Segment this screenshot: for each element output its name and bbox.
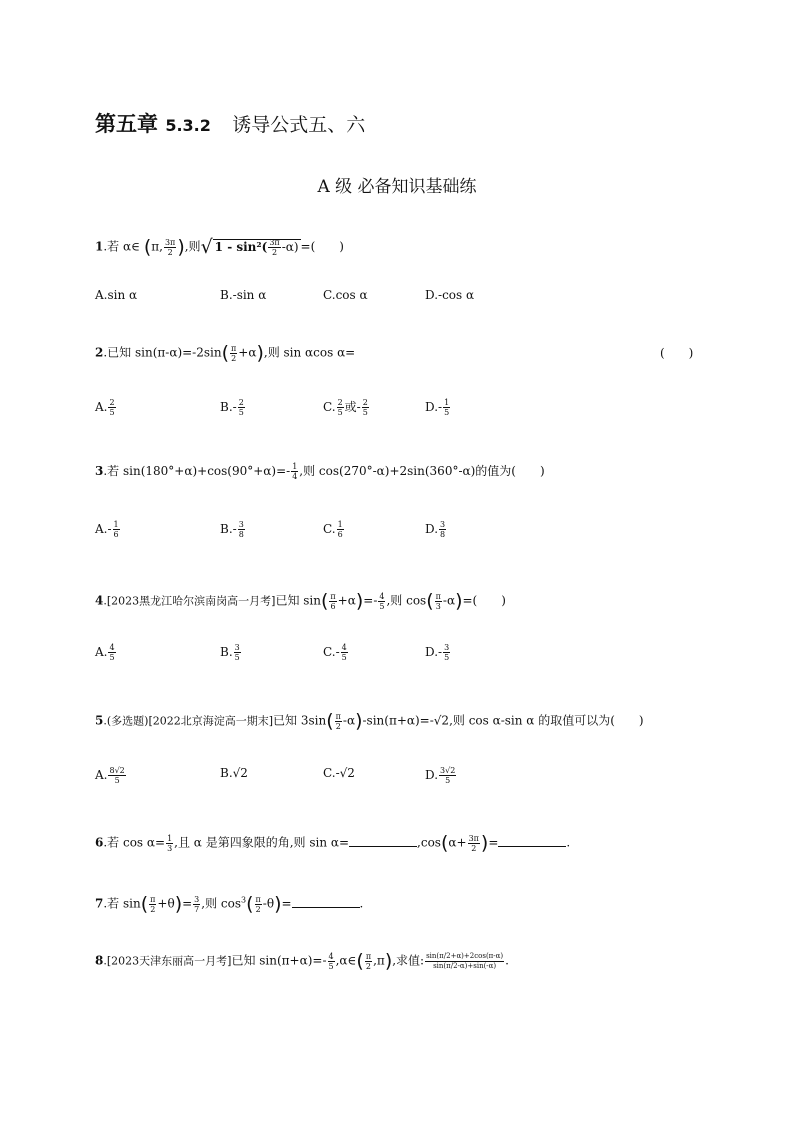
option-d: D.- $\frac{3}{5}$ bbox=[425, 643, 450, 662]
question-6: 6.若 cos α= $\frac{1}{3}$ ,且 α 是第四象限的角,则 sin α= ,cos(α+ $\frac{3\pi}{2}$ )= . bbox=[95, 832, 571, 854]
question-number: 6 bbox=[95, 835, 104, 850]
page-subtitle: A 级 必备知识基础练 bbox=[317, 177, 477, 197]
option-a: A.sin α bbox=[95, 288, 138, 302]
question-source: .[2023天津东丽高一月考] bbox=[103, 954, 232, 968]
option-b: B. $\frac{3}{5}$ bbox=[220, 643, 240, 662]
option-b: B.- $\frac{3}{8}$ bbox=[220, 520, 244, 539]
question-number: 5 bbox=[95, 713, 104, 728]
option-d: D.- $\frac{1}{5}$ bbox=[425, 398, 450, 417]
answer-blank[interactable] bbox=[349, 836, 417, 847]
question-5: 5.(多选题)[2022北京海淀高一期末]已知 3sin( $\frac{\pi}{2}$ -α)-sin(π+α)=-√2,则 cos α-sin α 的取值可以为( ) bbox=[95, 710, 644, 732]
question-stem: ,则 bbox=[184, 239, 201, 254]
option-c: C.-√2 bbox=[323, 766, 355, 780]
question-1: 1.若 α∈ (π, $\frac{3\pi}{2}$ ),则√ 1 - sin²( $\frac{3\pi}{2}$ -α) =( ) bbox=[95, 236, 344, 258]
option-b: B.- $\frac{2}{5}$ bbox=[220, 398, 244, 417]
math-pi: π bbox=[151, 239, 160, 254]
question-number: 7 bbox=[95, 896, 104, 911]
option-c: C.cos α bbox=[323, 288, 368, 302]
option-c: C. $\frac{2}{5}$ 或- $\frac{2}{5}$ bbox=[323, 398, 368, 417]
section-number: 5.3.2 bbox=[165, 116, 211, 135]
question-4: 4.[2023黑龙江哈尔滨南岗高一月考]已知 sin( $\frac{\pi}{6}$ +α)=- $\frac{4}{5}$ ,则 cos( $\frac{\pi}{3}$ -α)=( ) bbox=[95, 590, 506, 612]
fraction: $\frac{3\pi}{2}$ bbox=[164, 237, 176, 257]
option-d: D. $\frac{3}{8}$ bbox=[425, 520, 446, 539]
question-stem: ,则 sin αcos α= bbox=[263, 345, 356, 360]
option-a: A. $\frac{2}{5}$ bbox=[95, 398, 115, 417]
option-a: A. $\frac{8√2}{5}$ bbox=[95, 766, 125, 785]
option-a: A.- $\frac{1}{6}$ bbox=[95, 520, 119, 539]
question-2: 2.已知 sin(π-α)=-2sin( $\frac{\pi}{2}$ +α),则 sin αcos α= bbox=[95, 342, 356, 364]
option-c: C. $\frac{1}{6}$ bbox=[323, 520, 343, 539]
question-number: 3 bbox=[95, 464, 104, 478]
question-number: 8 bbox=[95, 953, 104, 968]
option-d: D. $\frac{3√2}{5}$ bbox=[425, 766, 456, 785]
question-stem: =( ) bbox=[300, 239, 344, 254]
question-source: .(多选题)[2022北京海淀高一期末] bbox=[103, 714, 274, 728]
expression-fraction: $\frac{\sin(\pi/2+\alpha)+2\cos(\pi-\alpha)}{\sin(\pi/2-\alpha)+\sin(-\alpha)}$ bbox=[426, 951, 504, 970]
option-c: C.- $\frac{4}{5}$ bbox=[323, 643, 347, 662]
chapter-label: 第五章 bbox=[95, 112, 158, 136]
page-title bbox=[95, 108, 365, 138]
question-number: 2 bbox=[95, 345, 104, 360]
question-stem: .若 α∈ bbox=[103, 239, 140, 254]
answer-paren: ( ) bbox=[660, 346, 694, 360]
section-title: 诱导公式五、六 bbox=[232, 114, 366, 136]
question-stem: .若 sin(180°+α)+cos(90°+α)=- bbox=[103, 464, 291, 478]
answer-blank[interactable] bbox=[292, 897, 360, 908]
answer-blank[interactable] bbox=[498, 836, 566, 847]
option-a: A. $\frac{4}{5}$ bbox=[95, 643, 115, 662]
question-number: 4 bbox=[95, 593, 104, 608]
question-3: 3.若 sin(180°+α)+cos(90°+α)=- $\frac{1}{4}$ ,则 cos(270°-α)+2sin(360°-α)的值为( ) bbox=[95, 462, 545, 481]
option-b: B.-sin α bbox=[220, 288, 267, 302]
question-8: 8.[2023天津东丽高一月考]已知 sin(π+α)=- $\frac{4}{5}$ ,α∈( $\frac{\pi}{2}$ ,π),求值: $\frac{\sin(\pi/2+\alpha)+2\cos(\pi-\alpha)}{\sin(\pi/2-\alpha)+\sin(-\alpha)}$ . bbox=[95, 950, 509, 972]
option-b: B.√2 bbox=[220, 766, 248, 780]
question-source: .[2023黑龙江哈尔滨南岗高一月考] bbox=[103, 594, 276, 608]
question-number: 1 bbox=[95, 239, 104, 254]
option-d: D.-cos α bbox=[425, 288, 475, 302]
question-stem: ,则 cos(270°-α)+2sin(360°-α)的值为( ) bbox=[299, 464, 545, 478]
question-7: 7.若 sin( $\frac{\pi}{2}$ +θ)= $\frac{3}{7}$ ,则 $\cos^3$( $\frac{\pi}{2}$ -θ)= . bbox=[95, 893, 364, 915]
sqrt-expression: 1 - sin²( $\frac{3\pi}{2}$ -α) bbox=[214, 237, 299, 257]
question-stem: .已知 sin(π-α)=-2sin bbox=[103, 345, 222, 360]
